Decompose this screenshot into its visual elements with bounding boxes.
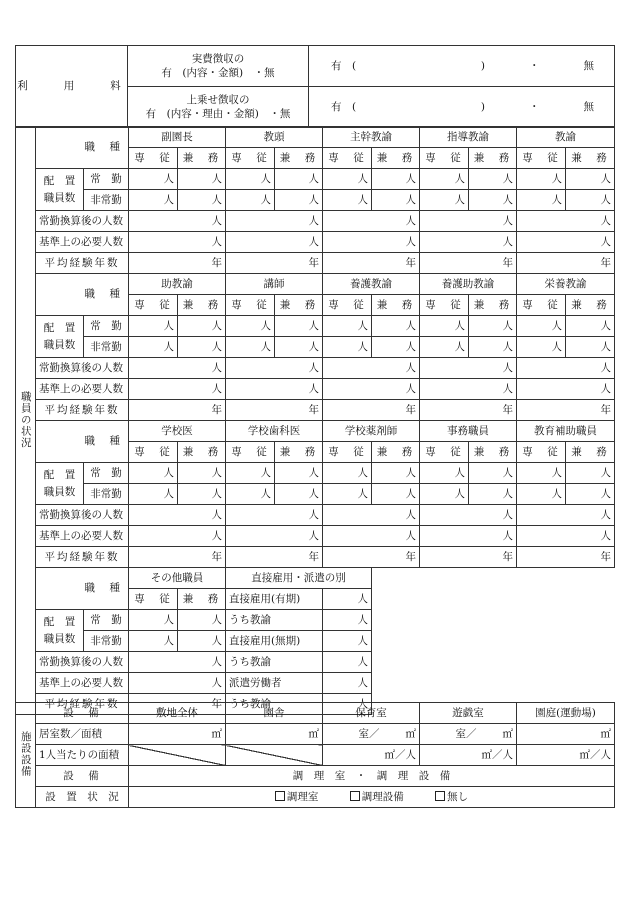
fte-count-cell[interactable]: 人 [323, 358, 420, 379]
blank-area [372, 568, 615, 715]
employ-row-label: うち教諭 [226, 652, 323, 673]
sen-label: 専 従 [420, 148, 469, 169]
hijoukin-count-cell[interactable]: 人 [372, 337, 420, 358]
kanzan-label: 常勤換算後の人数 [36, 211, 129, 232]
sen-label: 専 従 [517, 295, 566, 316]
fte-count-cell[interactable]: 人 [323, 505, 420, 526]
value-cell[interactable]: 年 [129, 694, 226, 715]
employ-row-label: うち教諭 [226, 694, 323, 715]
fac-header-3: 遊戯室 [420, 703, 517, 724]
checkbox-icon[interactable] [350, 791, 360, 801]
facility-setsubi-label: 設 備 [36, 703, 129, 724]
hijoukin-count-cell[interactable]: 人 [420, 190, 469, 211]
job-label: 職 種 [36, 421, 129, 463]
joukin-label: 常 勤 [84, 316, 129, 337]
joukin-count-cell[interactable]: 人 [372, 316, 420, 337]
ken-label: 兼 務 [566, 442, 615, 463]
hijoukin-label: 非常勤 [84, 337, 129, 358]
hijoukin-count-cell[interactable]: 人 [323, 337, 372, 358]
ken-label: 兼 務 [178, 148, 226, 169]
required-count-cell[interactable]: 人 [226, 526, 323, 547]
hijoukin-count-cell[interactable]: 人 [275, 484, 323, 505]
fte-count-cell[interactable]: 人 [226, 211, 323, 232]
kanzan-label: 常勤換算後の人数 [36, 505, 129, 526]
hijoukin-count-cell[interactable]: 人 [129, 484, 178, 505]
sen-label: 専 従 [517, 442, 566, 463]
experience-years-cell[interactable]: 年 [129, 547, 226, 568]
joukin-count-cell[interactable]: 人 [566, 463, 615, 484]
fee-table [15, 45, 615, 128]
staff-section-label: 職員の状況 [16, 127, 36, 715]
job-name: 副園長 [129, 127, 226, 148]
cook-title: 調 理 室 ・ 調 理 設 備 [129, 766, 615, 787]
employ-row-label: 派遣労働者 [226, 673, 323, 694]
joukin-count-cell[interactable]: 人 [420, 169, 469, 190]
hijoukin-count-cell[interactable]: 人 [275, 190, 323, 211]
required-count-cell[interactable]: 人 [323, 379, 420, 400]
hijoukin-count-cell[interactable]: 人 [226, 484, 275, 505]
joukin-count-cell[interactable]: 人 [275, 316, 323, 337]
job-name: 主幹教諭 [323, 127, 420, 148]
joukin-count-cell[interactable]: 人 [226, 463, 275, 484]
joukin-count-cell[interactable]: 人 [323, 169, 372, 190]
fte-count-cell[interactable]: 人 [517, 211, 615, 232]
fte-count-cell[interactable]: 人 [420, 358, 517, 379]
required-count-cell[interactable]: 人 [517, 526, 615, 547]
room-count-area-label: 居室数／面積 [36, 724, 129, 745]
joukin-count-cell[interactable]: 人 [323, 316, 372, 337]
hijoukin-label: 非常勤 [84, 484, 129, 505]
fac-header-0: 敷地全体 [129, 703, 226, 724]
play-room-cell[interactable]: 室／ ㎡ [420, 724, 517, 745]
hijoukin-count-cell[interactable]: 人 [469, 190, 517, 211]
kijun-label: 基準上の必要人数 [36, 379, 129, 400]
option-cook-equipment[interactable]: 調理設備 [350, 791, 404, 803]
joukin-count-cell[interactable]: 人 [469, 316, 517, 337]
ken-label: 兼 務 [275, 442, 323, 463]
keiken-label: 平均経験年数 [36, 694, 129, 715]
hijoukin-count-cell[interactable]: 人 [566, 337, 615, 358]
ken-label: 兼 務 [566, 295, 615, 316]
fte-count-cell[interactable]: 人 [420, 505, 517, 526]
joukin-count-cell[interactable]: 人 [129, 463, 178, 484]
checkbox-icon[interactable] [275, 791, 285, 801]
job-label: 職 種 [36, 274, 129, 316]
experience-years-cell[interactable]: 年 [517, 400, 615, 421]
experience-years-cell[interactable]: 年 [129, 253, 226, 274]
hijoukin-count-cell[interactable]: 人 [372, 190, 420, 211]
joukin-count-cell[interactable]: 人 [517, 316, 566, 337]
experience-years-cell[interactable]: 年 [420, 400, 517, 421]
site-area-cell[interactable]: ㎡ [129, 724, 226, 745]
hijoukin-count-cell[interactable]: 人 [469, 484, 517, 505]
kanzan-label: 常勤換算後の人数 [36, 652, 129, 673]
job-name: 栄養教諭 [517, 274, 615, 295]
fte-count-cell[interactable]: 人 [129, 358, 226, 379]
experience-years-cell[interactable]: 年 [517, 253, 615, 274]
ken-label: 兼 務 [275, 148, 323, 169]
joukin-count-cell[interactable]: 人 [226, 316, 275, 337]
joukin-count-cell[interactable]: 人 [178, 463, 226, 484]
fte-count-cell[interactable]: 人 [226, 505, 323, 526]
ken-label: 兼 務 [178, 295, 226, 316]
ken-label: 兼 務 [469, 148, 517, 169]
job-name: 学校薬剤師 [323, 421, 420, 442]
per-person-garden-cell[interactable]: ㎡／人 [517, 745, 615, 766]
joukin-count-cell[interactable]: 人 [372, 463, 420, 484]
required-count-cell[interactable]: 人 [420, 526, 517, 547]
per-person-site-blank [129, 745, 226, 766]
required-count-cell[interactable]: 人 [420, 232, 517, 253]
job-name: 養護教諭 [323, 274, 420, 295]
ken-label: 兼 務 [178, 589, 226, 610]
joukin-label: 常 勤 [84, 463, 129, 484]
status-label: 設 置 状 況 [36, 787, 129, 808]
required-count-cell[interactable]: 人 [323, 526, 420, 547]
ken-label: 兼 務 [566, 148, 615, 169]
job-name: 教育補助職員 [517, 421, 615, 442]
hijoukin-count-cell[interactable]: 人 [469, 337, 517, 358]
experience-years-cell[interactable]: 年 [517, 547, 615, 568]
building-area-cell[interactable]: ㎡ [226, 724, 323, 745]
employ-row-label: うち教諭 [226, 610, 323, 631]
fte-count-cell[interactable]: 人 [517, 505, 615, 526]
joukin-count-cell[interactable]: 人 [323, 463, 372, 484]
status-options [129, 787, 615, 808]
facility-table [15, 702, 615, 808]
hijoukin-count-cell[interactable]: 人 [178, 337, 226, 358]
joukin-count-cell[interactable]: 人 [517, 463, 566, 484]
experience-years-cell[interactable]: 年 [226, 547, 323, 568]
experience-years-cell[interactable]: 年 [420, 547, 517, 568]
required-count-cell[interactable]: 人 [517, 232, 615, 253]
employ-row-label: 直接雇用(有期) [226, 589, 323, 610]
fte-count-cell[interactable]: 人 [129, 211, 226, 232]
hijoukin-count-cell[interactable]: 人 [129, 631, 178, 652]
joukin-label: 常 勤 [84, 169, 129, 190]
sen-label: 専 従 [129, 148, 178, 169]
keiken-label: 平均経験年数 [36, 547, 129, 568]
hijoukin-count-cell[interactable]: 人 [226, 190, 275, 211]
employ-count-cell[interactable]: 人 [323, 610, 372, 631]
hijoukin-label: 非常勤 [84, 190, 129, 211]
joukin-count-cell[interactable]: 人 [566, 169, 615, 190]
checkbox-icon[interactable] [435, 791, 445, 801]
fac-header-4: 園庭(運動場) [517, 703, 615, 724]
sen-label: 専 従 [323, 148, 372, 169]
employ-count-cell[interactable]: 人 [323, 589, 372, 610]
joukin-count-cell[interactable]: 人 [178, 169, 226, 190]
joukin-count-cell[interactable]: 人 [178, 610, 226, 631]
hijoukin-count-cell[interactable]: 人 [323, 190, 372, 211]
sen-label: 専 従 [226, 148, 275, 169]
sen-label: 専 従 [226, 442, 275, 463]
required-count-cell[interactable]: 人 [226, 232, 323, 253]
haichi-label: 配 置 職員数 [36, 316, 84, 358]
per-person-building-blank [226, 745, 323, 766]
per-person-play-cell[interactable]: ㎡／人 [420, 745, 517, 766]
experience-years-cell[interactable]: 年 [129, 400, 226, 421]
fte-count-cell[interactable]: 人 [420, 211, 517, 232]
haichi-label: 配 置 職員数 [36, 463, 84, 505]
hijoukin-count-cell[interactable]: 人 [566, 190, 615, 211]
fte-count-cell[interactable]: 人 [226, 358, 323, 379]
experience-years-cell[interactable]: 年 [323, 547, 420, 568]
sen-label: 専 従 [129, 442, 178, 463]
sen-label: 専 従 [129, 295, 178, 316]
ken-label: 兼 務 [469, 295, 517, 316]
hijoukin-count-cell[interactable]: 人 [129, 190, 178, 211]
sen-label: 専 従 [517, 148, 566, 169]
joukin-count-cell[interactable]: 人 [469, 169, 517, 190]
option-none[interactable]: 無し [435, 791, 468, 803]
job-name: 指導教諭 [420, 127, 517, 148]
joukin-count-cell[interactable]: 人 [178, 316, 226, 337]
ken-label: 兼 務 [372, 148, 420, 169]
value-cell[interactable]: 人 [129, 673, 226, 694]
required-count-cell[interactable]: 人 [517, 379, 615, 400]
joukin-count-cell[interactable]: 人 [517, 169, 566, 190]
job-name: その他職員 [129, 568, 226, 589]
hijoukin-count-cell[interactable]: 人 [275, 337, 323, 358]
joukin-count-cell[interactable]: 人 [420, 463, 469, 484]
ken-label: 兼 務 [178, 442, 226, 463]
keiken-label: 平均経験年数 [36, 400, 129, 421]
per-person-nursery-cell[interactable]: ㎡／人 [323, 745, 420, 766]
actual-fee-value: 有 ( ) ・ 無 [309, 46, 615, 87]
sen-label: 専 従 [226, 295, 275, 316]
kijun-label: 基準上の必要人数 [36, 526, 129, 547]
option-cook-room[interactable]: 調理室 [275, 791, 319, 803]
actual-fee-label: 実費徴収の 有 (内容・金額) ・無 [128, 46, 309, 87]
ken-label: 兼 務 [275, 295, 323, 316]
job-name: 教諭 [517, 127, 615, 148]
employ-count-cell[interactable]: 人 [323, 694, 372, 715]
required-count-cell[interactable]: 人 [226, 379, 323, 400]
kanzan-label: 常勤換算後の人数 [36, 358, 129, 379]
experience-years-cell[interactable]: 年 [226, 253, 323, 274]
hijoukin-count-cell[interactable]: 人 [226, 337, 275, 358]
extra-fee-label: 上乗せ徴収の 有 (内容・理由・金額) ・無 [128, 87, 309, 128]
hijoukin-count-cell[interactable]: 人 [178, 631, 226, 652]
experience-years-cell[interactable]: 年 [420, 253, 517, 274]
joukin-count-cell[interactable]: 人 [420, 316, 469, 337]
kijun-label: 基準上の必要人数 [36, 232, 129, 253]
fte-count-cell[interactable]: 人 [517, 358, 615, 379]
hijoukin-count-cell[interactable]: 人 [566, 484, 615, 505]
job-name: 教頭 [226, 127, 323, 148]
extra-fee-value: 有 ( ) ・ 無 [309, 87, 615, 128]
sen-label: 専 従 [420, 442, 469, 463]
haichi-label: 配 置 職員数 [36, 610, 84, 652]
sen-label: 専 従 [323, 295, 372, 316]
hijoukin-count-cell[interactable]: 人 [372, 484, 420, 505]
joukin-count-cell[interactable]: 人 [129, 610, 178, 631]
hijoukin-count-cell[interactable]: 人 [517, 190, 566, 211]
hijoukin-label: 非常勤 [84, 631, 129, 652]
staff-table [15, 126, 615, 715]
keiken-label: 平均経験年数 [36, 253, 129, 274]
required-count-cell[interactable]: 人 [129, 526, 226, 547]
sen-label: 専 従 [129, 589, 178, 610]
sen-label: 専 従 [420, 295, 469, 316]
experience-years-cell[interactable]: 年 [226, 400, 323, 421]
employ-count-cell[interactable]: 人 [323, 652, 372, 673]
nursery-room-cell[interactable]: 室／ ㎡ [323, 724, 420, 745]
joukin-count-cell[interactable]: 人 [226, 169, 275, 190]
hijoukin-count-cell[interactable]: 人 [178, 484, 226, 505]
joukin-count-cell[interactable]: 人 [566, 316, 615, 337]
job-label: 職 種 [36, 568, 129, 610]
garden-area-cell[interactable]: ㎡ [517, 724, 615, 745]
experience-years-cell[interactable]: 年 [323, 253, 420, 274]
fee-label: 利 用 料 [16, 46, 128, 128]
job-name: 学校歯科医 [226, 421, 323, 442]
job-label: 職 種 [36, 127, 129, 169]
hijoukin-count-cell[interactable]: 人 [323, 484, 372, 505]
hijoukin-count-cell[interactable]: 人 [517, 337, 566, 358]
joukin-count-cell[interactable]: 人 [129, 169, 178, 190]
required-count-cell[interactable]: 人 [323, 232, 420, 253]
facility-section-label: 施設設備 [16, 703, 36, 808]
kijun-label: 基準上の必要人数 [36, 673, 129, 694]
joukin-count-cell[interactable]: 人 [372, 169, 420, 190]
cook-setsubi-label: 設 備 [36, 766, 129, 787]
joukin-count-cell[interactable]: 人 [275, 169, 323, 190]
hijoukin-count-cell[interactable]: 人 [178, 190, 226, 211]
ken-label: 兼 務 [469, 442, 517, 463]
employ-count-cell[interactable]: 人 [323, 673, 372, 694]
joukin-label: 常 勤 [84, 610, 129, 631]
required-count-cell[interactable]: 人 [129, 232, 226, 253]
fac-header-1: 園舎 [226, 703, 323, 724]
hijoukin-count-cell[interactable]: 人 [517, 484, 566, 505]
job-name: 学校医 [129, 421, 226, 442]
hijoukin-count-cell[interactable]: 人 [420, 484, 469, 505]
fte-count-cell[interactable]: 人 [323, 211, 420, 232]
sen-label: 専 従 [323, 442, 372, 463]
haichi-label: 配 置 職員数 [36, 169, 84, 211]
ken-label: 兼 務 [372, 442, 420, 463]
employ-row-label: 直接雇用(無期) [226, 631, 323, 652]
job-name: 講師 [226, 274, 323, 295]
job-name: 養護助教諭 [420, 274, 517, 295]
joukin-count-cell[interactable]: 人 [469, 463, 517, 484]
ken-label: 兼 務 [372, 295, 420, 316]
fte-count-cell[interactable]: 人 [129, 505, 226, 526]
experience-years-cell[interactable]: 年 [323, 400, 420, 421]
joukin-count-cell[interactable]: 人 [275, 463, 323, 484]
required-count-cell[interactable]: 人 [420, 379, 517, 400]
job-name: 事務職員 [420, 421, 517, 442]
job-name: 助教諭 [129, 274, 226, 295]
required-count-cell[interactable]: 人 [129, 379, 226, 400]
fac-header-2: 保育室 [323, 703, 420, 724]
per-person-area-label: 1人当たりの面積 [36, 745, 129, 766]
employ-header: 直接雇用・派遣の別 [226, 568, 372, 589]
value-cell[interactable]: 人 [129, 652, 226, 673]
hijoukin-count-cell[interactable]: 人 [129, 337, 178, 358]
employ-count-cell[interactable]: 人 [323, 631, 372, 652]
hijoukin-count-cell[interactable]: 人 [420, 337, 469, 358]
joukin-count-cell[interactable]: 人 [129, 316, 178, 337]
